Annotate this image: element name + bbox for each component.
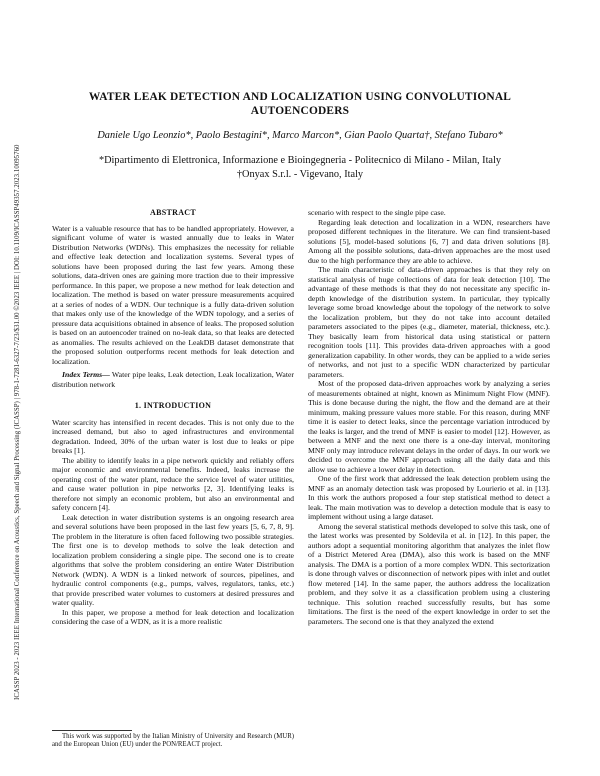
funding-footnote: This work was supported by the Italian Ministry of University and Research (MUR) and the European Union (EU) under the PON/REACT project. [52,733,294,749]
side-margin-note [4,60,21,700]
intro-paragraph-1: Water scarcity has intensified in recent decades. This is not only due to the increased demand, but also to aged infrastructures and environmental degradation. Indeed, 30% of the urban water is lost due to leaks or pipe breaks [1]. [52,417,294,455]
introduction-heading: 1. INTRODUCTION [134,401,212,410]
right-paragraph-5: One of the first work that addressed the leak detection problem using the MNF as an anomaly detection task was proposed by Lourierio et al. in [13]. In this work the authors proposed a four step statistical method to detect a leak. The main motivation was to develop a detection module that is easy to implement without using a large dataset. [308,474,550,521]
paper-title [60,90,540,118]
index-terms-list: Water pipe leaks, Leak detection, Leak localization, Water distribution network [52,370,294,389]
title-line-1: WATER LEAK DETECTION AND LOCALIZATION USING CONVOLUTIONAL [88,91,512,103]
author-list: Daniele Ugo Leonzio*, Paolo Bestagini*, Marco Marcon*, Gian Paolo Quarta†, Stefano Tubaro* [97,130,503,141]
footnote-rule [52,730,132,731]
left-column [52,208,294,627]
right-paragraph-4: Most of the proposed data-driven approaches work by analyzing a series of measurements obtained at night, known as Minimum Night Flow (MNF). This is done because during the night, the flow and the demand are at their minimum, making pressure values more stable. For this reason, during MNF time it is easier to detect leaks, since the percentage variation introduced by the leaks is larger, and the trend of MNF is easier to model [12]. However, as between a MNF and the next one there is a one-day interval, monitoring MNF only may introduce relevant delays in the order of days. In our work we decided to overcome the MNF approach using all the daily data and this allow use to achieve a lower delay in detection. [308,379,550,474]
right-paragraph-3: The main characteristic of data-driven approaches is that they rely on statistical analysis of huge collections of data for leak detection [10]. The advantage of these methods is that they do not necessitate any specific in-depth knowledge of the distribution system. In particular, they typically leverage some broad knowledge about the topology of the network to solve the localization problem, but they do not take into account detailed parameters associated to the pipes (e.g., diameter, material, thickness, etc.). They basically learn from historical data using statistical or pattern recognition tools [11]. This provides data-driven approaches with a good generalization capability. In other words, they can be applied to a wide series of networks, and not just to a specific WDN characterized by particular parameters. [308,265,550,379]
right-paragraph-2: Regarding leak detection and localization in a WDN, researchers have proposed different techniques in the literature. We can find transient-based solutions [5], model-based solutions [6, 7] and data driven solutions [8]. Among all the possible solutions, data-driven approaches are the most used due to the high performance they are able to achieve. [308,217,550,265]
intro-paragraph-2: The ability to identify leaks in a pipe network quickly and reliably offers major economic and environmental benefits. Indeed, leaks increase the operating cost of the water plant, reduce the service level of water utilities, and cause water pollution in pipe networks [2, 3]. Identifying leaks is therefore not simply an economic problem, but also an environmental and safety concern [4]. [52,455,294,512]
intro-paragraph-4: In this paper, we propose a method for leak detection and localization considering the case of a WDN, as it is a more realistic [52,607,294,626]
index-terms-label: Index Terms— [62,370,110,379]
right-column [308,208,550,626]
abstract-heading: ABSTRACT [150,208,196,217]
affiliation-onyax: †Onyax S.r.l. - Vigevano, Italy [236,168,364,180]
index-terms [52,370,294,389]
right-paragraph-1: scenario with respect to the single pipe case. [308,208,446,217]
intro-paragraph-3: Leak detection in water distribution systems is an ongoing research area and several solutions have been proposed in the last few years [5, 6, 7, 8, 9]. The problem in the literature is often faced following two possible strategies. The first one is to develop methods to solve the leak detection and localization problem considering a single pipe. The second one is to create algorithms that solve the problem considering an entire Water Distribution Network (WDN). A WDN is a linked network of sources, pipelines, and hydraulic control components (e.g., pumps, valves, regulators, tanks, etc.) that provide prescribed water volumes to customers at desired pressures and water quality. [52,512,294,607]
abstract-text: Water is a valuable resource that has to be handled appropriately. However, a significant volume of water is wasted annually due to leaks in Water Distribution Networks (WDNs). This emphasizes the necessity for reliable and effective leak detection and localization systems. Several types of solutions have been proposed during the last few years. Among these solutions, data-driven ones are gaining more traction due to their impressive performance. In this paper, we propose a new method for leak detection and localization. The method is based on water pressure measurements acquired at a series of nodes of a WDN. Our technique is a fully data-driven solution that makes only use of the knowledge of the WDN topology, and a series of pressure data acquisitions obtained in absence of leaks. The proposed solution is based on an autoencoder trained on no-leak data, so that leaks are detected as anomalies. The results achieved on the LeakDB dataset demonstrate that the proposed solution outperforms recent methods for leak detection and localization. [52,223,294,366]
title-line-2: AUTOENCODERS [250,105,350,117]
affiliations [40,154,560,181]
affiliation-polimi: *Dipartimento di Elettronica, Informazione e Bioingegneria - Politecnico di Milano - Milan, Italy [98,155,502,166]
side-note-text: ICASSP 2023 - 2023 IEEE International Conference on Acoustics, Speech and Signal Processing (ICASSP) | 978-1-7281-6327-7/23/$31.00 ©2023 IEEE | DOI: 10.1109/ICASSP49357.2023.10095760 [14,144,21,700]
right-paragraph-6: Among the several statistical methods developed to solve this task, one of the latest works was presented by Soldevila et al. in [12]. In this paper, the authors adopt a sequential monitoring algorithm that analyzes the inlet flow of a District Metered Area (DMA), also this work is based on the MNF analysis. The DMA is a portion of a more complex WDN. This sectorization is done through valves or disconnection of network pipes with inlet and outlet flow metered [14]. In the same paper, the authors address the localization problem, and they solve it as a classification problem using a clustering technique. This solution reached successfully results, but has some limitations. The first is the need of the expert knowledge in order to set the parameters. The second one is that they analyzed the extend [308,521,550,626]
